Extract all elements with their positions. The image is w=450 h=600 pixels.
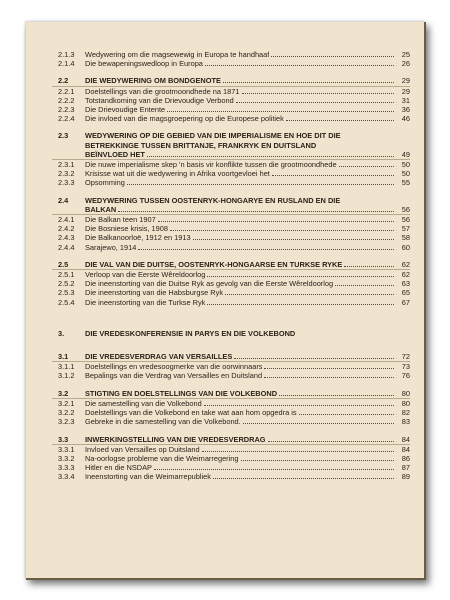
section-2-4 — [58, 196, 410, 252]
toc-entry — [58, 270, 410, 279]
entry-page: 50 — [401, 160, 410, 170]
entry-title: Na-oorlogse probleme van die Weimarregering — [85, 453, 239, 463]
entry-number: 3.1.2 — [58, 371, 75, 381]
section-heading — [58, 352, 410, 361]
entry-page: 31 — [401, 95, 410, 105]
toc-entry — [58, 417, 410, 426]
heading-number: 2.2 — [58, 76, 69, 86]
toc-entry — [58, 87, 410, 96]
entry-number: 2.1.3 — [58, 50, 75, 59]
heading-title: DIE VAL VAN DIE DUITSE, OOSTENRYK-HONGAARSE EN TURKSE RYKE — [85, 259, 343, 269]
book-page — [26, 22, 426, 580]
entry-title: Die ineenstorting van die Duitse Ryk as gevolg van die Eerste Wêreldoorlog — [85, 279, 334, 289]
entry-title: Die nuwe imperialisme skep 'n basis vir konflikte tussen die grootmoondhede — [85, 160, 337, 170]
chapter-title: DIE VREDESKONFERENSIE IN PARYS EN DIE VOLKEBOND — [85, 328, 296, 338]
toc-entry — [58, 224, 410, 233]
toc-entry — [58, 233, 410, 242]
entry-number: 3.3.1 — [58, 444, 75, 454]
section-2-1-continued — [58, 50, 410, 68]
entry-number: 2.5.4 — [58, 297, 75, 307]
entry-page: 55 — [401, 178, 410, 188]
toc-entry — [58, 243, 410, 252]
entry-page: 84 — [401, 444, 410, 454]
section-heading — [58, 389, 410, 398]
entry-page: 67 — [401, 297, 410, 307]
entry-number: 3.1.1 — [58, 362, 75, 372]
entry-title: Die samestelling van die Volkebond — [85, 398, 202, 408]
heading-number: 3.1 — [58, 352, 69, 362]
entry-number: 2.5.2 — [58, 279, 75, 289]
entry-title: Ineenstorting van die Weimarrepubliek — [85, 472, 211, 482]
heading-number: 3.3 — [58, 434, 69, 444]
entry-page: 57 — [401, 224, 410, 234]
toc-entry — [58, 59, 410, 68]
entry-page: 56 — [401, 215, 410, 225]
entry-title: Die Balkan teen 1907 — [85, 215, 156, 225]
entry-number: 2.5.1 — [58, 270, 75, 280]
entry-number: 3.2.2 — [58, 408, 75, 418]
entry-number: 2.3.2 — [58, 169, 75, 179]
toc-entry — [58, 472, 410, 481]
entry-title: Krisisse wat uit die wedywering in Afrika voortgevloei het — [85, 169, 270, 179]
heading-title: INWERKINGSTELLING VAN DIE VREDESVERDRAG — [85, 434, 266, 444]
entry-title: Wedywering om die magsewewig in Europa te handhaaf — [85, 50, 270, 59]
heading-title: DIE WEDYWERING OM BONDGENOTE — [85, 76, 221, 86]
entry-number: 3.3.2 — [58, 453, 75, 463]
heading-line: BEÏNVLOED HET — [85, 149, 145, 159]
section-heading — [58, 435, 410, 444]
entry-number: 3.2.3 — [58, 417, 75, 427]
section-heading — [58, 76, 410, 85]
entry-number: 2.2.4 — [58, 114, 75, 124]
toc-entry — [58, 105, 410, 114]
entry-number: 2.2.3 — [58, 105, 75, 115]
entry-title: Bepalings van die Verdrag van Versailles en Duitsland — [85, 371, 263, 381]
chapter-heading — [58, 329, 410, 338]
toc-entry — [58, 169, 410, 178]
toc-entry — [58, 114, 410, 123]
entry-title: Doelstellings van die grootmoondhede na 1871 — [85, 86, 240, 96]
section-2-2 — [58, 76, 410, 123]
entry-number: 2.4.4 — [58, 242, 75, 252]
entry-number: 3.2.1 — [58, 398, 75, 408]
toc-entry — [58, 408, 410, 417]
toc-entry — [58, 445, 410, 454]
entry-title: Doelstellings van die Volkebond en take wat aan hom opgedra is — [85, 408, 297, 418]
entry-number: 2.1.4 — [58, 59, 75, 69]
section-2-3 — [58, 131, 410, 187]
entry-title: Die bewapeningswedloop in Europa — [85, 59, 203, 69]
entry-page: 80 — [401, 398, 410, 408]
toc-entry — [58, 463, 410, 472]
toc-entry — [58, 454, 410, 463]
entry-title: Invloed van Versailles op Duitsland — [85, 444, 200, 454]
entry-title: Die ineenstorting van die Habsburgse Ryk — [85, 288, 224, 298]
toc-entry — [58, 279, 410, 288]
chapter-number: 3. — [58, 328, 65, 338]
heading-page: 49 — [401, 149, 410, 159]
entry-page: 29 — [401, 86, 410, 96]
toc-entry — [58, 160, 410, 169]
entry-title: Die Balkanoorloë, 1912 en 1913 — [85, 233, 191, 243]
section-3-2 — [58, 389, 410, 427]
entry-title: Die Drievoudige Entente — [85, 105, 166, 115]
entry-page: 82 — [401, 408, 410, 418]
heading-line: BETREKKINGE TUSSEN BRITTANJE, FRANKRYK EN DUITSLAND — [85, 140, 317, 150]
toc-entry — [58, 362, 410, 371]
entry-number: 2.3.1 — [58, 160, 75, 170]
toc-entry — [58, 298, 410, 307]
heading-page: 62 — [401, 259, 410, 269]
entry-title: Die ineenstorting van die Turkse Ryk — [85, 297, 206, 307]
entry-number: 3.3.4 — [58, 472, 75, 482]
entry-page: 89 — [401, 472, 410, 482]
heading-number: 3.2 — [58, 388, 69, 398]
entry-page: 36 — [401, 105, 410, 115]
entry-number: 3.3.3 — [58, 463, 75, 473]
section-2-5 — [58, 260, 410, 307]
entry-page: 63 — [401, 279, 410, 289]
heading-page: 72 — [401, 352, 410, 362]
entry-page: 83 — [401, 417, 410, 427]
toc-entry — [58, 96, 410, 105]
entry-page: 87 — [401, 463, 410, 473]
entry-title: Opsomming — [85, 178, 125, 188]
entry-page: 62 — [401, 270, 410, 280]
section-heading — [58, 260, 410, 269]
toc-entry — [58, 178, 410, 187]
heading-line: BALKAN — [85, 204, 117, 214]
heading-page: 56 — [401, 204, 410, 214]
entry-title: Hitler en die NSDAP — [85, 463, 152, 473]
entry-number: 2.2.1 — [58, 86, 75, 96]
entry-page: 50 — [401, 169, 410, 179]
entry-number: 2.5.3 — [58, 288, 75, 298]
heading-line: WEDYWERING OP DIE GEBIED VAN DIE IMPERIALISME EN HOE DIT DIE — [85, 131, 341, 141]
toc-entry — [58, 288, 410, 297]
entry-page: 58 — [401, 233, 410, 243]
entry-title: Die Bosniese krisis, 1908 — [85, 224, 168, 234]
toc-entry — [58, 399, 410, 408]
entry-page: 65 — [401, 288, 410, 298]
section-3-3 — [58, 435, 410, 482]
heading-number: 2.5 — [58, 259, 69, 269]
entry-page: 73 — [401, 362, 410, 372]
toc-entry — [58, 215, 410, 224]
entry-number: 2.4.2 — [58, 224, 75, 234]
section-heading — [58, 196, 410, 214]
heading-page: 80 — [401, 388, 410, 398]
entry-title: Die invloed van die magsgroepering op die Europese politiek — [85, 114, 284, 124]
heading-title: STIGTING EN DOELSTELLINGS VAN DIE VOLKEBOND — [85, 388, 278, 398]
heading-number: 2.4 — [58, 195, 69, 205]
entry-page: 25 — [401, 50, 410, 59]
entry-title: Verloop van die Eerste Wêreldoorlog — [85, 270, 206, 280]
entry-page: 46 — [401, 114, 410, 124]
entry-page: 60 — [401, 242, 410, 252]
entry-page: 86 — [401, 453, 410, 463]
entry-number: 2.4.1 — [58, 215, 75, 225]
entry-title: Gebreke in die samestelling van die Volkebond. — [85, 417, 241, 427]
toc-entry — [58, 371, 410, 380]
heading-page: 84 — [401, 434, 410, 444]
heading-line: WEDYWERING TUSSEN OOSTENRYK-HONGARYE EN RUSLAND EN DIE — [85, 195, 341, 205]
entry-page: 76 — [401, 371, 410, 381]
toc-entry — [58, 50, 410, 59]
entry-number: 2.4.3 — [58, 233, 75, 243]
entry-title: Sarajewo, 1914 — [85, 242, 137, 252]
section-heading — [58, 131, 410, 159]
entry-title: Doelstellings en vredesoogmerke van die oorwinnaars — [85, 362, 263, 372]
heading-number: 2.3 — [58, 131, 69, 141]
heading-title: DIE VREDESVERDRAG VAN VERSAILLES — [85, 352, 233, 362]
entry-number: 2.3.3 — [58, 178, 75, 188]
section-3-1 — [58, 352, 410, 381]
entry-number: 2.2.2 — [58, 95, 75, 105]
entry-title: Totstandkoming van die Drievoudige Verbond — [85, 95, 234, 105]
heading-page: 29 — [401, 76, 410, 86]
table-of-contents — [58, 50, 410, 482]
entry-page: 26 — [401, 59, 410, 69]
